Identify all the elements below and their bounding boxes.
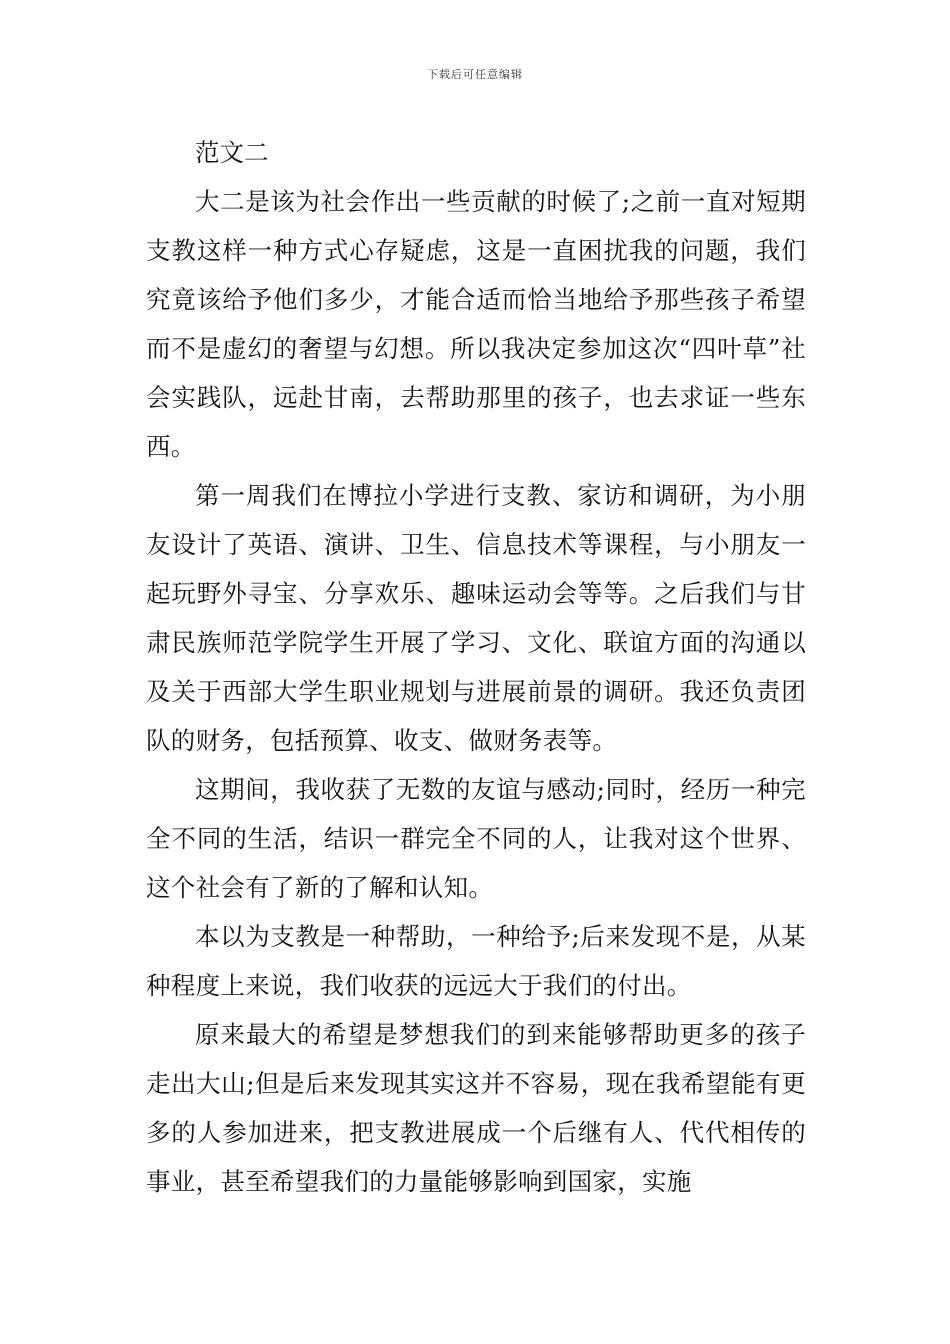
paragraph-2: 第一周我们在博拉小学进行支教、家访和调研，为小朋友设计了英语、演讲、卫生、信息技术等课程，与小朋友一起玩野外寻宝、分享欢乐、趣味运动会等等。之后我们与甘肃民族师范学院学生开展了学习、文化、联谊方面的沟通以及关于西部大学生职业规划与进展前景的调研。我还负责团队的财务，包括预算、收支、做财务表等。 xyxy=(146,481,806,755)
paragraph-4: 本以为支教是一种帮助，一种给予;后来发现不是，从某种程度上来说，我们收获的远远大于我们的付出。 xyxy=(146,922,806,1000)
paragraph-1: 大二是该为社会作出一些贡献的时候了;之前一直对短期支教这样一种方式心存疑虑，这是一直困扰我的问题，我们究竟该给予他们多少，才能合适而恰当地给予那些孩子希望而不是虚幻的奢望与幻想。所以我决定参加这次“四叶草”社会实践队，远赴甘南，去帮助那里的孩子，也去求证一些东西。 xyxy=(146,187,806,461)
section-title: 范文二 xyxy=(195,138,269,167)
paragraph-3: 这期间，我收获了无数的友谊与感动;同时，经历一种完全不同的生活，结识一群完全不同的人，让我对这个世界、这个社会有了新的了解和认知。 xyxy=(146,775,806,902)
document-body xyxy=(146,128,806,1206)
header-note: 下载后可任意编辑 xyxy=(427,68,523,81)
paragraph-5: 原来最大的希望是梦想我们的到来能够帮助更多的孩子走出大山;但是后来发现其实这并不容易，现在我希望能有更多的人参加进来，把支教进展成一个后继有人、代代相传的事业，甚至希望我们的力量能够影响到国家，实施 xyxy=(146,1020,806,1196)
